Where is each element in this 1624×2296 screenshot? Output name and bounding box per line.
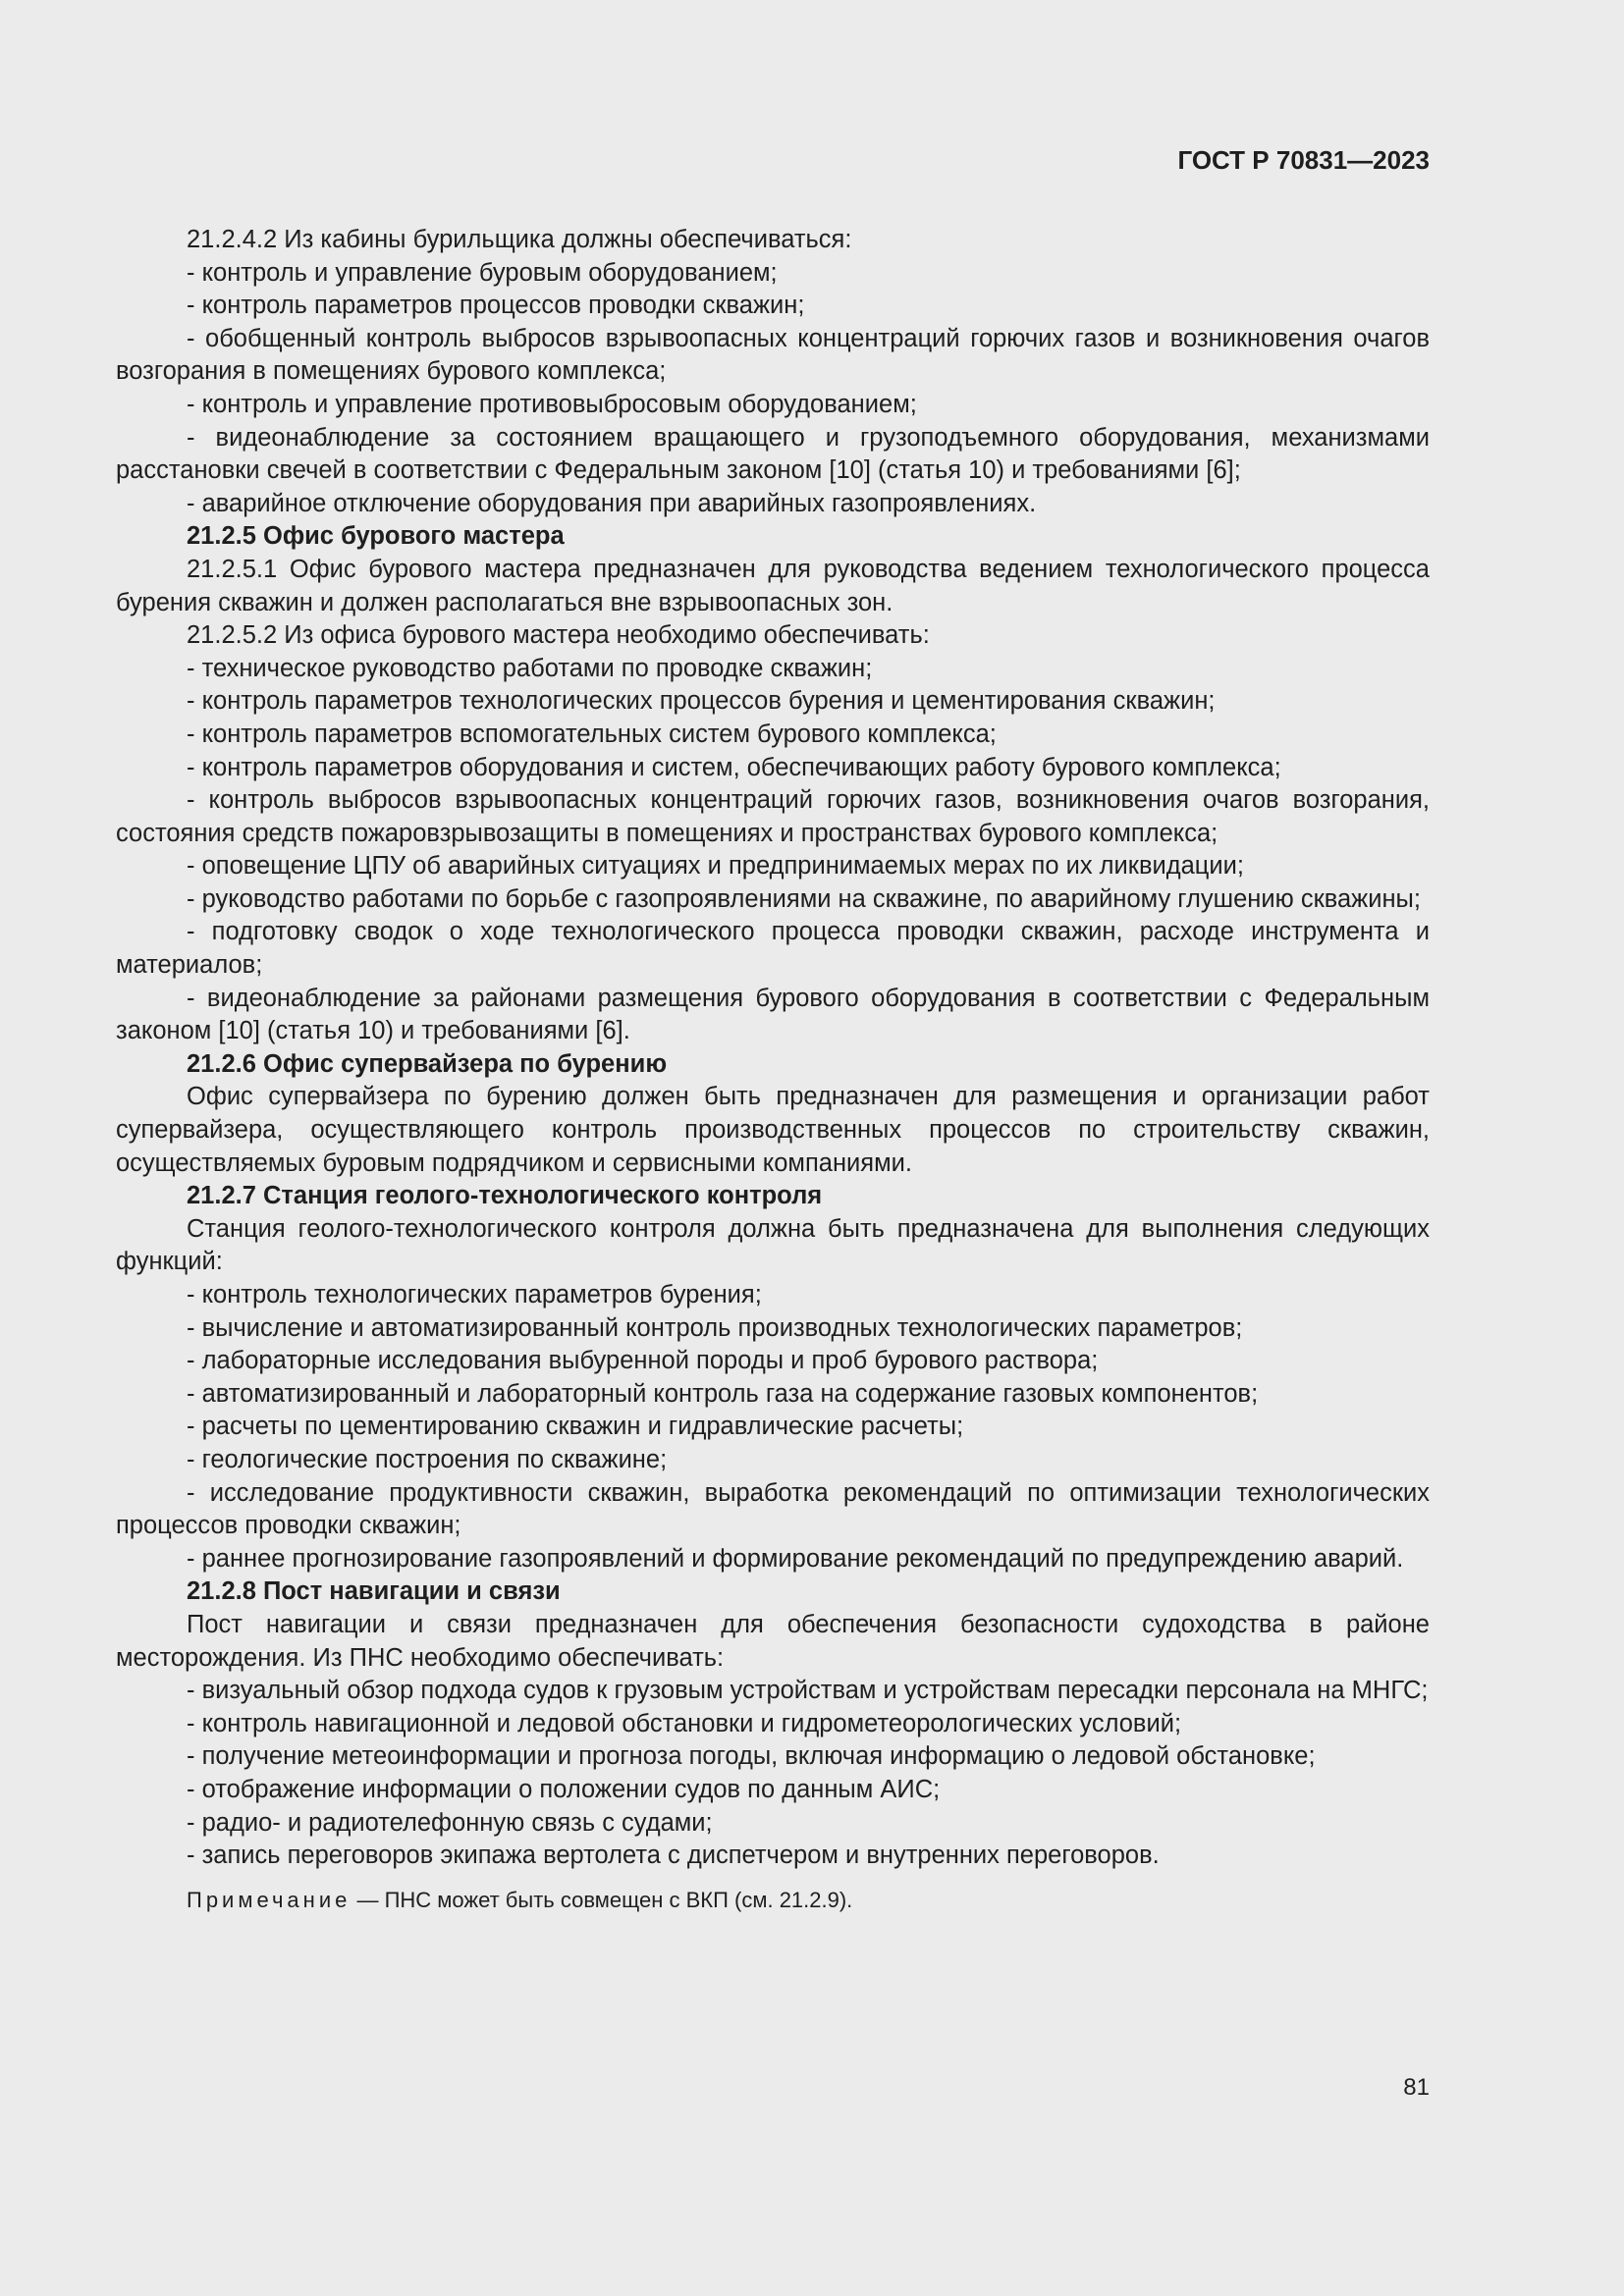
list-item: - руководство работами по борьбе с газопроявлениями на скважине, по аварийному глушению скважины;	[187, 884, 1421, 913]
section-heading: 21.2.7 Станция геолого-технологического контроля	[187, 1182, 823, 1210]
paragraph: Пост навигации и связи предназначен для обеспечения безопасности судоходства в районе месторождения. Из ПНС необходимо обеспечивать:	[116, 1610, 1430, 1672]
list-item: - геологические построения по скважине;	[187, 1445, 668, 1473]
paragraph: 21.2.4.2 Из кабины бурильщика должны обеспечиваться:	[187, 226, 852, 253]
list-item: - обобщенный контроль выбросов взрывоопасных концентраций горючих газов и возникновения очагов возгорания в помещениях бурового комплекса;	[116, 324, 1430, 386]
section-heading: 21.2.5 Офис бурового мастера	[187, 522, 565, 551]
list-item: - контроль выбросов взрывоопасных концентраций горючих газов, возникновения очагов возгорания, состояния средств пожаровзрывозащиты в помещениях и пространствах бурового комплекса;	[116, 786, 1430, 847]
paragraph: Офис супервайзера по бурению должен быть предназначен для размещения и организации работ супервайзера, осуществляющего контроль производственных процессов по строительству скважин, осуществляемых буровым подрядчиком и сервисными компаниями.	[116, 1083, 1430, 1177]
list-item: - техническое руководство работами по проводке скважин;	[187, 654, 873, 682]
list-item: - автоматизированный и лабораторный контроль газа на содержание газовых компонентов;	[187, 1379, 1259, 1408]
paragraph: Станция геолого-технологического контроля должна быть предназначена для выполнения следующих функций:	[116, 1214, 1430, 1276]
section-heading: 21.2.6 Офис супервайзера по бурению	[187, 1049, 668, 1078]
list-item: - лабораторные исследования выбуренной породы и проб бурового раствора;	[187, 1347, 1099, 1375]
page-number: 81	[1403, 2074, 1430, 2101]
list-item: - контроль параметров технологических процессов бурения и цементирования скважин;	[187, 687, 1216, 716]
document-body	[116, 224, 1430, 1916]
list-item: - отображение информации о положении судов по данным АИС;	[187, 1775, 941, 1803]
list-item: - исследование продуктивности скважин, выработка рекомендаций по оптимизации технологических процессов проводки скважин;	[116, 1478, 1430, 1540]
list-item: - получение метеоинформации и прогноза погоды, включая информацию о ледовой обстановке;	[187, 1742, 1316, 1771]
list-item: - радио- и радиотелефонную связь с судами;	[187, 1808, 713, 1837]
standard-header: ГОСТ Р 70831—2023	[1177, 145, 1430, 175]
note	[116, 1885, 1430, 1916]
list-item: - контроль параметров оборудования и систем, обеспечивающих работу бурового комплекса;	[187, 753, 1281, 781]
list-item: - видеонаблюдение за состоянием вращающего и грузоподъемного оборудования, механизмами расстановки свечей в соответствии с Федеральным законом [10] (статья 10) и требованиями [6];	[116, 423, 1430, 485]
list-item: - контроль технологических параметров бурения;	[187, 1281, 762, 1308]
list-item: - вычисление и автоматизированный контроль производных технологических параметров;	[187, 1313, 1243, 1342]
list-item: - оповещение ЦПУ об аварийных ситуациях и предпринимаемых мерах по их ликвидации;	[187, 852, 1244, 881]
paragraph: 21.2.5.2 Из офиса бурового мастера необходимо обеспечивать:	[187, 621, 930, 650]
section-heading: 21.2.8 Пост навигации и связи	[187, 1577, 561, 1606]
note-label: Примечание	[187, 1887, 352, 1912]
list-item: - контроль и управление противовыбросовым оборудованием;	[187, 390, 917, 418]
paragraph: 21.2.5.1 Офис бурового мастера предназначен для руководства ведением технологического процесса бурения скважин и должен располагаться вне взрывоопасных зон.	[116, 555, 1430, 616]
list-item: - контроль и управление буровым оборудованием;	[187, 258, 778, 287]
list-item: - контроль параметров вспомогательных систем бурового комплекса;	[187, 720, 997, 748]
note-text: — ПНС может быть совмещен с ВКП (см. 21.2.9).	[351, 1887, 853, 1912]
list-item: - расчеты по цементированию скважин и гидравлические расчеты;	[187, 1413, 964, 1441]
list-item: - контроль параметров процессов проводки скважин;	[187, 292, 805, 320]
list-item: - подготовку сводок о ходе технологического процесса проводки скважин, расходе инструмента и материалов;	[116, 918, 1430, 980]
list-item: - раннее прогнозирование газопроявлений и формирование рекомендаций по предупреждению аварий.	[187, 1544, 1404, 1573]
list-item: - контроль навигационной и ледовой обстановки и гидрометеорологических условий;	[187, 1709, 1182, 1737]
list-item: - запись переговоров экипажа вертолета с диспетчером и внутренних переговоров.	[187, 1842, 1160, 1870]
list-item: - видеонаблюдение за районами размещения бурового оборудования в соответствии с Федеральным законом [10] (статья 10) и требованиями [6].	[116, 984, 1430, 1045]
list-item: - аварийное отключение оборудования при аварийных газопроявлениях.	[187, 489, 1037, 517]
list-item: - визуальный обзор подхода судов к грузовым устройствам и устройствам пересадки персонала на МНГС;	[187, 1677, 1429, 1705]
